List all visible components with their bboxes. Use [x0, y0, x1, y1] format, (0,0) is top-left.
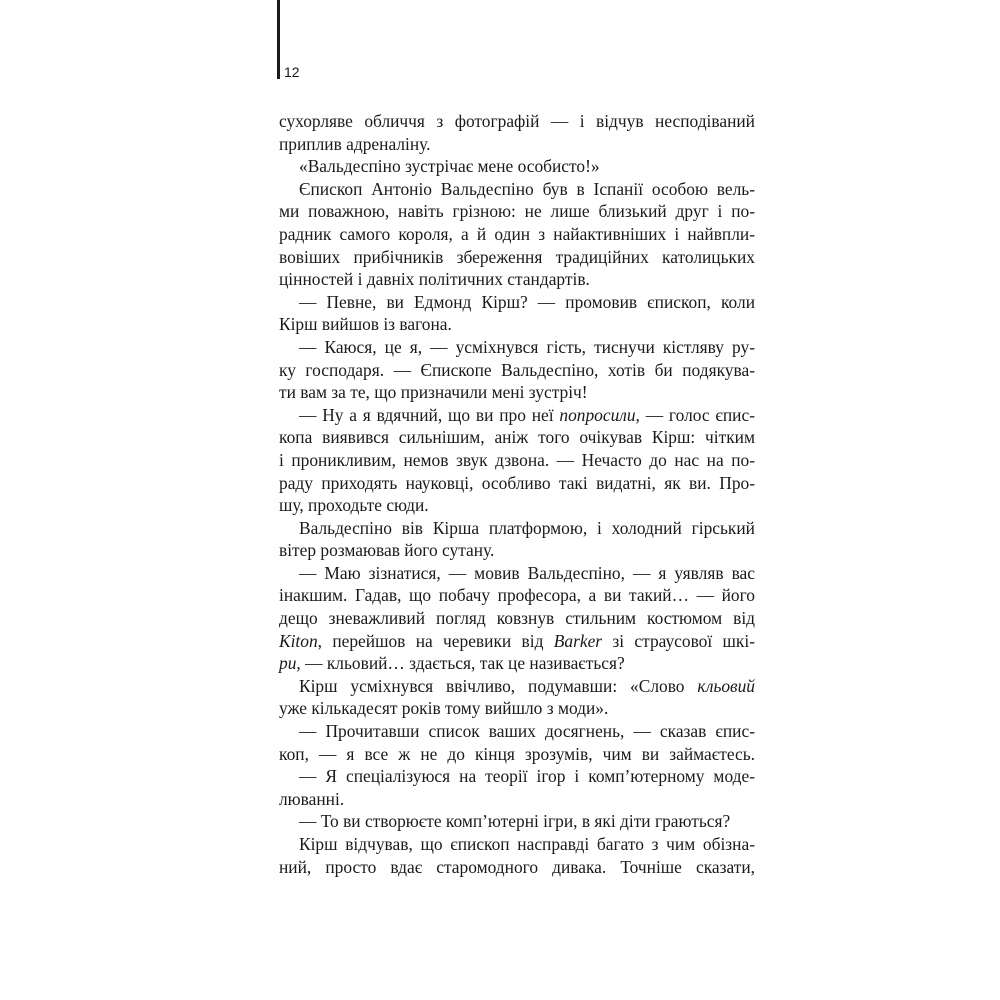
text-run: зі страусової шкі- — [602, 630, 756, 651]
text-line-mixed — [279, 404, 755, 427]
page-rule — [277, 0, 280, 79]
page-number: 12 — [284, 64, 300, 80]
text-line: копа виявився сильнішим, аніж того очікував Кірш: чітким — [279, 427, 755, 448]
text-line: уже кількадесят років тому вийшло з моди». — [279, 698, 609, 719]
text-line: коп, — я все ж не до кінця зрозумів, чим ви займаєтесь. — [279, 743, 755, 764]
body-text — [279, 110, 755, 878]
text-line: сухорляве обличчя з фотографій — і відчув несподіваний — [279, 111, 755, 131]
text-run-italic: ри, — [279, 653, 301, 674]
text-line: — Каюся, це я, — усміхнувся гість, тиснучи кістляву ру- — [299, 336, 755, 357]
text-line: і проникливим, немов звук дзвона. — Нечасто до нас на по- — [279, 449, 755, 470]
text-line: «Вальдеспіно зустрічає мене особисто!» — [299, 156, 600, 177]
text-line: вовіших прибічників збереження традиційних католицьких — [279, 246, 755, 267]
text-line: люванні. — [279, 788, 345, 809]
text-line-mixed — [279, 630, 755, 653]
text-line: ку господаря. — Єпископе Вальдеспіно, хотів би подякува- — [279, 359, 755, 380]
text-run: — Ну а я вдячний, що ви про неї — [299, 404, 560, 425]
text-run-italic: попросили, — [559, 404, 640, 425]
text-run-italic: Kiton — [279, 630, 318, 651]
text-line: — Маю зізнатися, — мовив Вальдеспіно, — я уявляв вас — [299, 562, 755, 583]
text-line: Вальдеспіно вів Кірша платформою, і холодний гірський — [299, 517, 755, 538]
text-line: — Я спеціалізуюся на теорії ігор і комп’ютерному моде- — [299, 766, 755, 787]
text-line: дещо зневажливий погляд ковзнув стильним костюмом від — [279, 608, 755, 629]
text-line: — Певне, ви Едмонд Кірш? — промовив єпископ, коли — [299, 291, 755, 312]
text-line: шу, проходьте сюди. — [279, 495, 429, 516]
text-line-mixed — [279, 675, 755, 698]
text-line: ний, просто вдає старомодного дивака. Точніше сказати, — [279, 856, 755, 877]
text-line: радник самого короля, а й один з найактивніших і найвпли- — [279, 223, 755, 244]
text-line: вітер розмаював його сутану. — [279, 540, 495, 561]
text-line: Єпископ Антоніо Вальдеспіно був в Іспанії особою вель- — [299, 178, 755, 199]
text-run: — кльовий… здається, так це називається? — [305, 653, 625, 674]
text-line: Кірш відчував, що єпископ насправді багато з чим обізна- — [299, 834, 755, 854]
text-run: , перейшов на черевики від — [317, 630, 554, 651]
text-line: раду приходять науковці, особливо такі видатні, як ви. Про- — [279, 472, 755, 493]
text-run-italic: кльовий — [697, 675, 755, 696]
text-line: — Прочитавши список ваших досягнень, — сказав єпис- — [299, 721, 755, 742]
text-line: цінностей і давніх політичних стандартів. — [279, 269, 590, 290]
text-line: — То ви створюєте комп’ютерні ігри, в які діти граються? — [299, 811, 731, 832]
text-line: інакшим. Гадав, що побачу професора, а ви такий… — його — [279, 585, 755, 606]
text-line: ми поважною, навіть грізною: не лише близький друг і по- — [279, 201, 755, 222]
text-line: приплив адреналіну. — [279, 133, 431, 154]
text-run-italic: Barker — [553, 630, 603, 651]
text-run: Кірш усміхнувся ввічливо, подумавши: «Слово — [299, 675, 698, 696]
text-line-mixed — [279, 652, 755, 675]
text-line: ти вам за те, що призначили мені зустріч! — [279, 382, 588, 403]
text-line: Кірш вийшов із вагона. — [279, 314, 452, 335]
text-run: — голос єпис- — [639, 404, 755, 425]
